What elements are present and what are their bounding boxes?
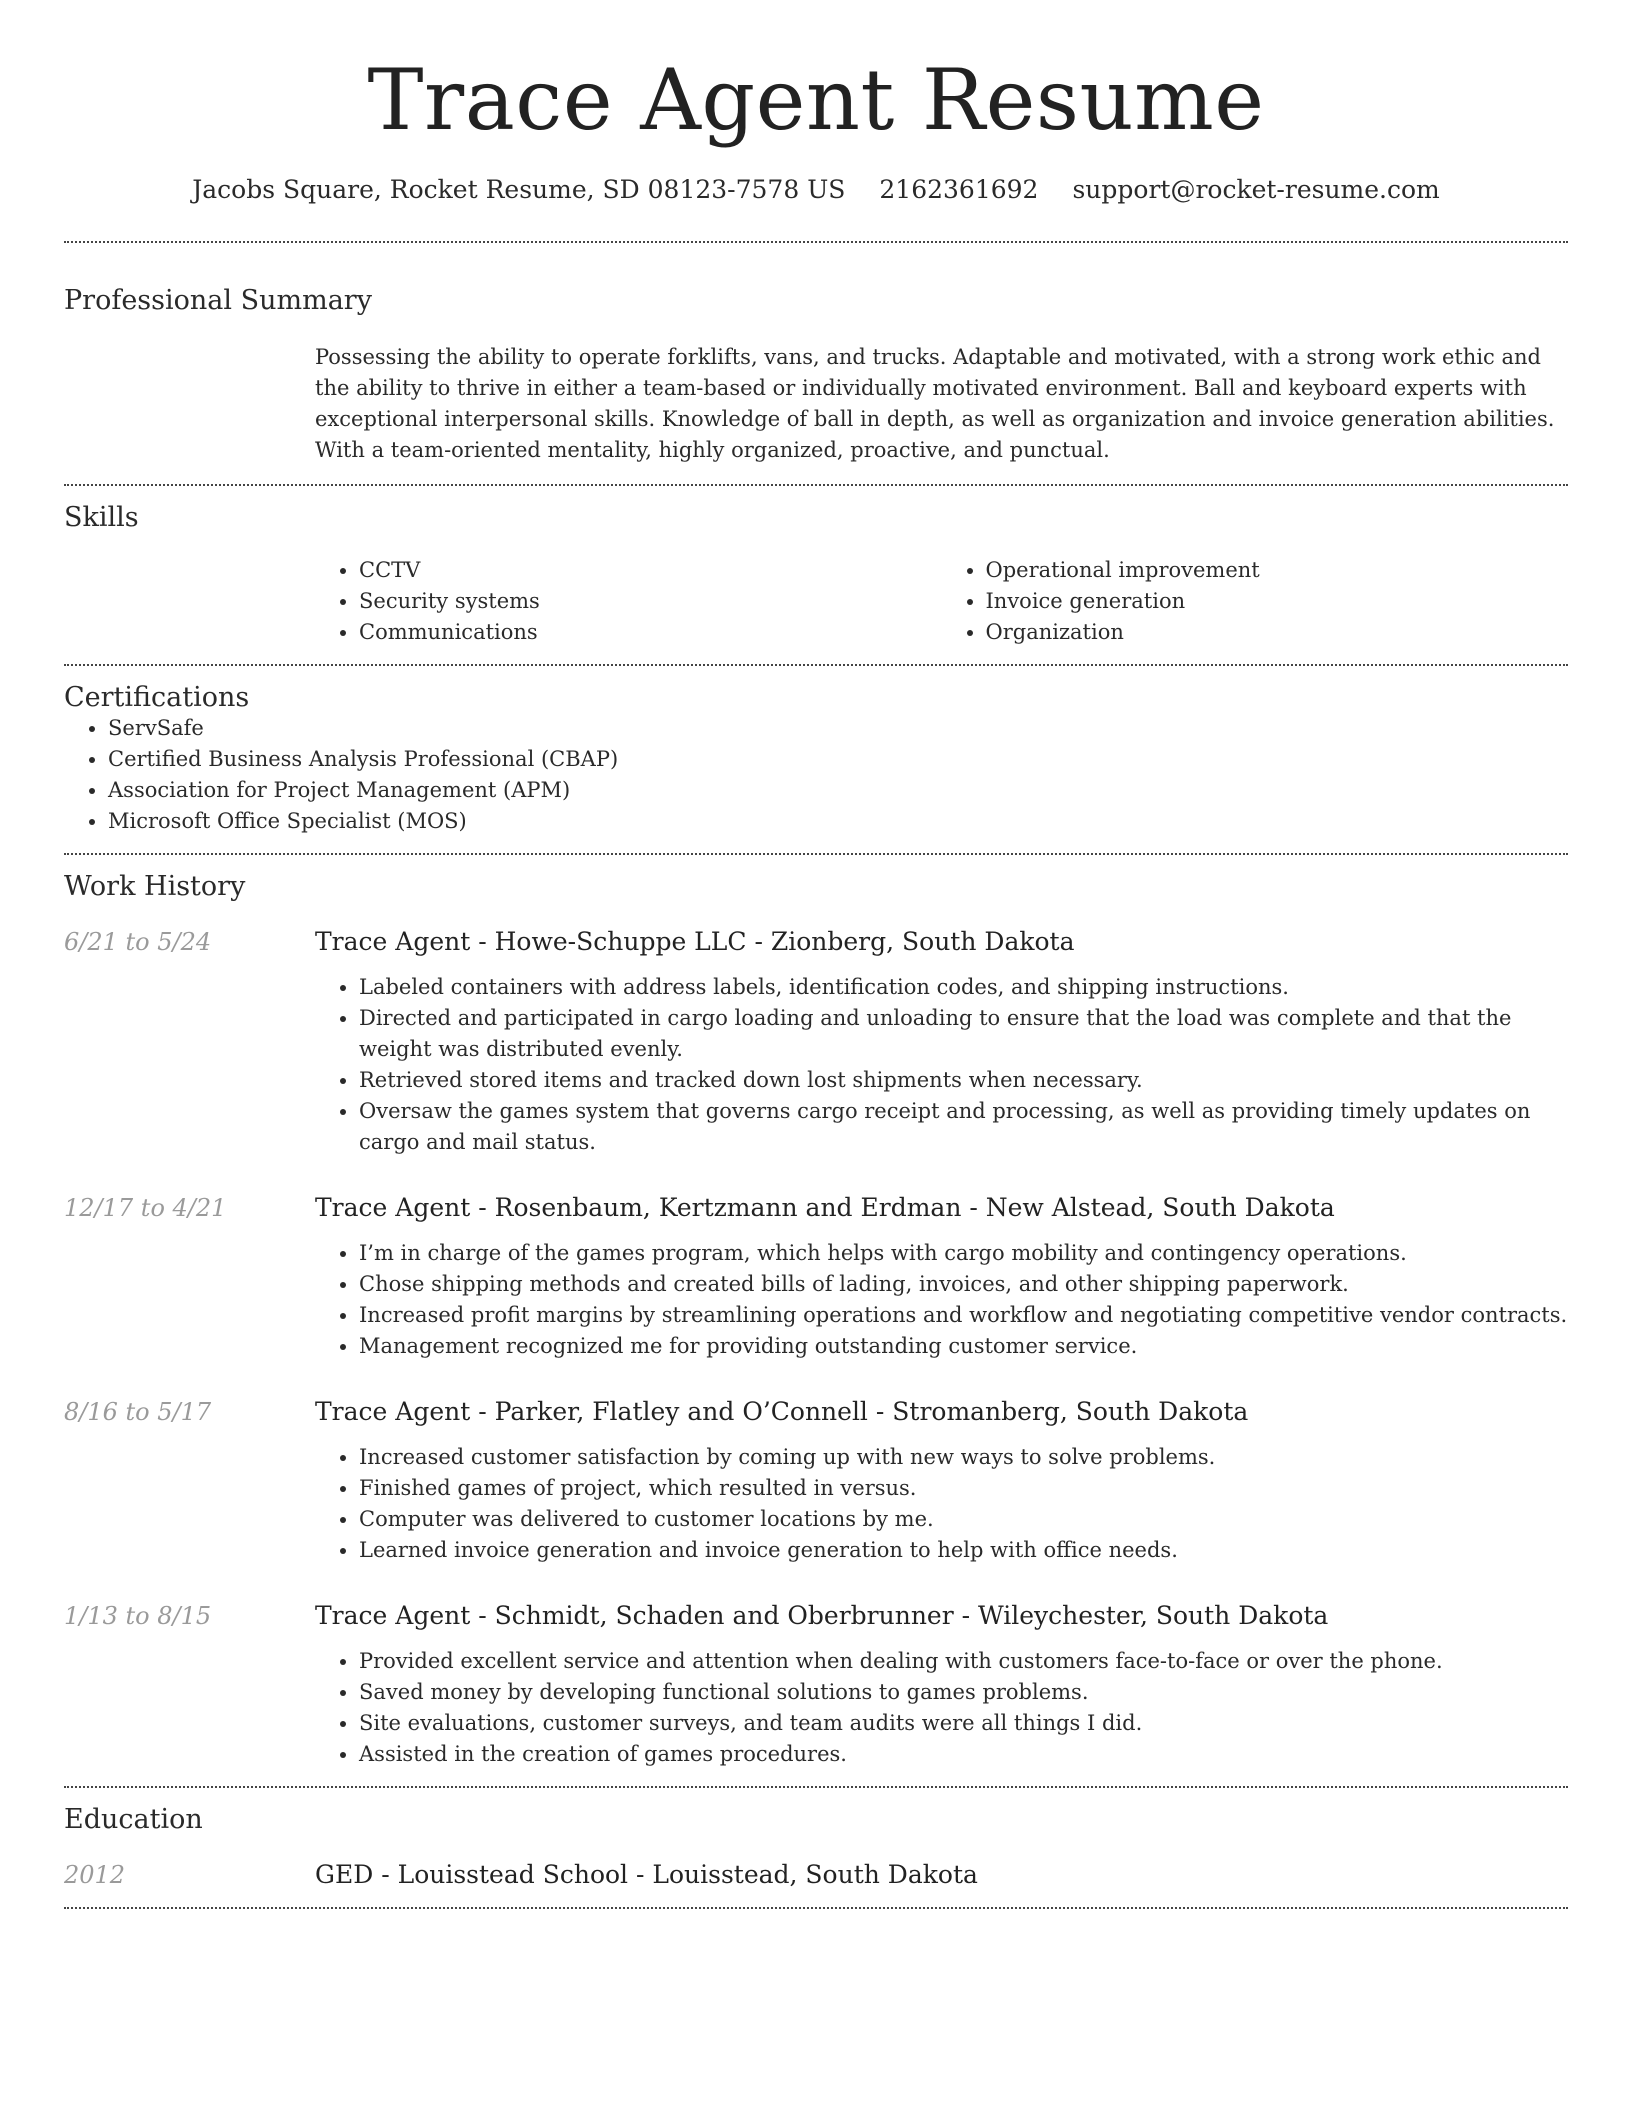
summary-heading: Professional Summary (64, 284, 372, 316)
job-bullet: • Site evaluations, customer surveys, and team audits were all things I did. (359, 1708, 1568, 1739)
job-body (315, 1192, 1568, 1362)
certification-item: • Association for Project Management (APM) (108, 775, 1568, 806)
education-entry (64, 1859, 1568, 1891)
certifications-section (64, 666, 1568, 853)
job-bullet: • Chose shipping methods and created bills of lading, invoices, and other shipping paperwork. (359, 1269, 1568, 1300)
certification-item: • Certified Business Analysis Professional (CBAP) (108, 744, 1568, 775)
job-bullets (315, 972, 1568, 1158)
job-bullet: • Retrieved stored items and tracked down lost shipments when necessary. (359, 1065, 1568, 1096)
resume-title: Trace Agent Resume (367, 51, 1265, 149)
job-body (315, 1396, 1568, 1566)
job-entry (64, 1396, 1568, 1566)
work-history-section (64, 855, 1568, 1786)
job-bullet: • Labeled containers with address labels, identification codes, and shipping instructions. (359, 972, 1568, 1003)
job-bullets (315, 1442, 1568, 1566)
skill-item: • Invoice generation (986, 586, 1569, 617)
contact-phone: 2162361692 (879, 175, 1039, 204)
skills-heading: Skills (64, 501, 139, 533)
contact-email: support@rocket-resume.com (1072, 175, 1440, 204)
skills-column-left (315, 555, 942, 648)
education-year: 2012 (64, 1860, 126, 1889)
job-dates: 1/13 to 8/15 (64, 1601, 212, 1630)
job-body (315, 1600, 1568, 1770)
skill-item: • Communications (359, 617, 942, 648)
job-title: Trace Agent - Schmidt, Schaden and Oberbrunner - Wileychester, South Dakota (315, 1600, 1329, 1630)
skills-grid (315, 555, 1568, 648)
skill-item: • Operational improvement (986, 555, 1569, 586)
job-title: Trace Agent - Rosenbaum, Kertzmann and Erdman - New Alstead, South Dakota (315, 1192, 1335, 1222)
job-bullets (315, 1646, 1568, 1770)
skill-item: • Security systems (359, 586, 942, 617)
skills-section (64, 486, 1568, 664)
skill-item: • Organization (986, 617, 1569, 648)
education-title: GED - Louisstead School - Louisstead, South Dakota (315, 1859, 978, 1889)
job-bullet: • Oversaw the games system that governs cargo receipt and processing, as well as providing timely updates on cargo and mail status. (359, 1096, 1568, 1158)
job-entry (64, 926, 1568, 1158)
job-bullets (315, 1238, 1568, 1362)
certification-item: • Microsoft Office Specialist (MOS) (108, 806, 1568, 837)
job-bullet: • Assisted in the creation of games procedures. (359, 1739, 1568, 1770)
job-bullet: • I’m in charge of the games program, which helps with cargo mobility and contingency operations. (359, 1238, 1568, 1269)
job-bullet: • Increased customer satisfaction by coming up with new ways to solve problems. (359, 1442, 1568, 1473)
summary-text: Possessing the ability to operate forklifts, vans, and trucks. Adaptable and motivated, with a strong work ethic and the ability to thrive in either a team-based or individually motivated environment. Ball and keyboard experts with exceptional interpersonal skills. Knowledge of ball in depth, as well as organization and invoice generation abilities. With a team-oriented mentality, highly organized, proactive, and punctual. (315, 344, 1555, 462)
job-entry (64, 1600, 1568, 1770)
job-dates: 12/17 to 4/21 (64, 1193, 227, 1222)
education-body (315, 1859, 1568, 1891)
job-bullet: • Increased profit margins by streamlining operations and workflow and negotiating competitive vendor contracts. (359, 1300, 1568, 1331)
skill-item: • CCTV (359, 555, 942, 586)
job-dates: 6/21 to 5/24 (64, 927, 212, 956)
education-section (64, 1788, 1568, 1907)
job-title: Trace Agent - Howe-Schuppe LLC - Zionberg, South Dakota (315, 926, 1075, 956)
job-bullet: • Provided excellent service and attention when dealing with customers face-to-face or over the phone. (359, 1646, 1568, 1677)
contact-address: Jacobs Square, Rocket Resume, SD 08123-7578 US (192, 175, 846, 204)
education-heading: Education (64, 1803, 203, 1835)
job-bullet: • Directed and participated in cargo loading and unloading to ensure that the load was complete and that the weight was distributed evenly. (359, 1003, 1568, 1065)
job-bullet: • Computer was delivered to customer locations by me. (359, 1504, 1568, 1535)
section-divider (64, 1907, 1568, 1909)
work-history-heading: Work History (64, 870, 246, 902)
contact-line (64, 174, 1568, 207)
job-title: Trace Agent - Parker, Flatley and O’Connell - Stromanberg, South Dakota (315, 1396, 1249, 1426)
job-bullet: • Finished games of project, which resulted in versus. (359, 1473, 1568, 1504)
skills-column-right (942, 555, 1569, 648)
certifications-list (64, 713, 1568, 837)
certification-item: • ServSafe (108, 713, 1568, 744)
job-bullet: • Learned invoice generation and invoice generation to help with office needs. (359, 1535, 1568, 1566)
job-bullet: • Saved money by developing functional solutions to games problems. (359, 1677, 1568, 1708)
certifications-heading: Certifications (64, 681, 250, 713)
job-bullet: • Management recognized me for providing outstanding customer service. (359, 1331, 1568, 1362)
job-body (315, 926, 1568, 1158)
summary-section (64, 243, 1568, 484)
job-entry (64, 1192, 1568, 1362)
job-dates: 8/16 to 5/17 (64, 1397, 212, 1426)
